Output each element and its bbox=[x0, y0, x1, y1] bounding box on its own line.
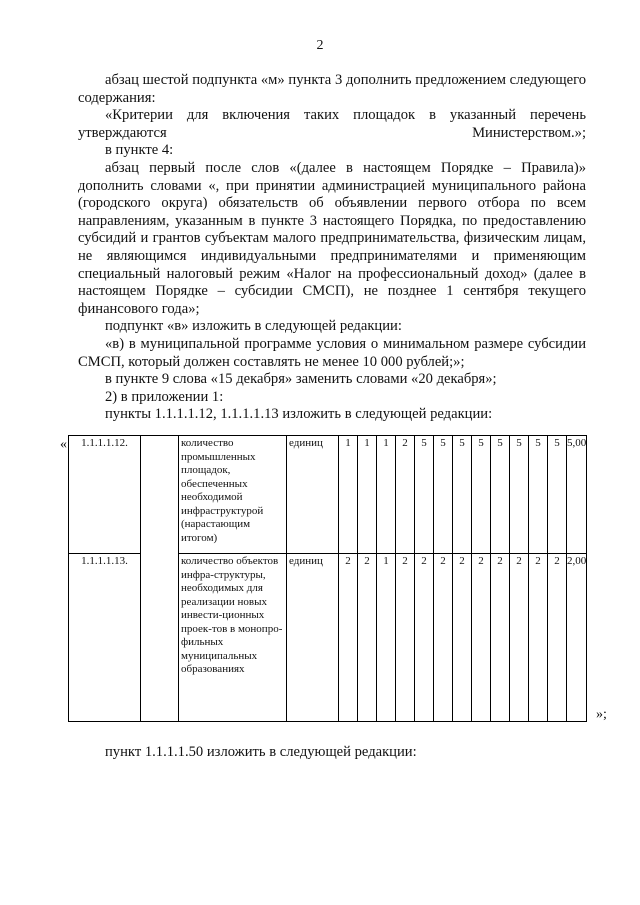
value-cell: 5 bbox=[453, 436, 472, 554]
value-cell: 5 bbox=[434, 436, 453, 554]
paragraph: 2) в приложении 1: bbox=[105, 388, 224, 405]
unit-cell: единиц bbox=[287, 554, 339, 722]
paragraph: пункты 1.1.1.1.12, 1.1.1.1.13 изложить в следующей редакции: bbox=[105, 406, 493, 423]
value-cell: 2 bbox=[510, 554, 529, 722]
paragraph: в пункте 4: bbox=[105, 142, 174, 159]
value-cell: 2 bbox=[358, 554, 377, 722]
value-cell: 5 bbox=[415, 436, 434, 554]
value-cell: 2 bbox=[491, 554, 510, 722]
paragraph: «в) в муниципальной программе условия о минимальном размере субсидии СМСП, который должен составлять не менее 10 000 рублей;»; bbox=[78, 335, 586, 370]
document-body bbox=[78, 72, 586, 424]
value-cell: 5 bbox=[472, 436, 491, 554]
table-open-quote: « bbox=[60, 437, 67, 452]
indicator-name: количество промышленных площадок, обеспеченных необходимой инфраструктурой (нарастающим итогом) bbox=[179, 436, 287, 554]
indicator-name: количество объектов инфра-структуры, необходимых для реализации новых инвести-ционных проек-тов в монопро-фильных муниципальных образованиях bbox=[179, 554, 287, 722]
page-number: 2 bbox=[316, 38, 324, 53]
paragraph: «Критерии для включения таких площадок в указанный перечень утверждаются Министерством.»; bbox=[78, 107, 586, 141]
total-cell: 5,00 bbox=[567, 436, 587, 554]
row-code: 1.1.1.1.13. bbox=[69, 554, 141, 722]
value-cell: 2 bbox=[339, 554, 358, 722]
value-cell: 5 bbox=[529, 436, 548, 554]
value-cell: 5 bbox=[548, 436, 567, 554]
table-row bbox=[69, 436, 587, 554]
row-code: 1.1.1.1.12. bbox=[69, 436, 141, 554]
empty-cell bbox=[141, 436, 179, 722]
paragraph: абзац шестой подпункта «м» пункта 3 дополнить предложением следующего содержания: bbox=[78, 72, 586, 106]
value-cell: 1 bbox=[358, 436, 377, 554]
paragraph: в пункте 9 слова «15 декабря» заменить словами «20 декабря»; bbox=[105, 371, 497, 388]
indicator-table bbox=[68, 435, 587, 722]
value-cell: 2 bbox=[434, 554, 453, 722]
value-cell: 5 bbox=[510, 436, 529, 554]
value-cell: 2 bbox=[472, 554, 491, 722]
value-cell: 2 bbox=[396, 554, 415, 722]
value-cell: 2 bbox=[548, 554, 567, 722]
value-cell: 2 bbox=[396, 436, 415, 554]
unit-cell: единиц bbox=[287, 436, 339, 554]
value-cell: 5 bbox=[491, 436, 510, 554]
value-cell: 1 bbox=[377, 554, 396, 722]
value-cell: 2 bbox=[453, 554, 472, 722]
after-table-paragraph: пункт 1.1.1.1.50 изложить в следующей редакции: bbox=[105, 744, 417, 760]
value-cell: 1 bbox=[377, 436, 396, 554]
value-cell: 2 bbox=[415, 554, 434, 722]
paragraph: абзац первый после слов «(далее в настоящем Порядке – Правила)» дополнить словами «, при принятии администрацией муниципального района (городского округа) обязательств об объявлении первого отбора по всем направлениям, указанным в пункте 3 настоящего Порядка, по предоставлению субсидий и грантов субъектам малого предпринимательства, физическим лицам, не являющимся индивидуальными предпринимателями и применяющим специальный налоговый режим «Налог на профессиональный доход» (далее в настоящем Порядке – субсидии СМСП), не позднее 1 сентября текущего финансового года»; bbox=[78, 159, 586, 317]
total-cell: 2,00 bbox=[567, 554, 587, 722]
table-close-quote: »; bbox=[596, 707, 607, 722]
paragraph: подпункт «в» изложить в следующей редакции: bbox=[105, 318, 402, 335]
value-cell: 2 bbox=[529, 554, 548, 722]
value-cell: 1 bbox=[339, 436, 358, 554]
